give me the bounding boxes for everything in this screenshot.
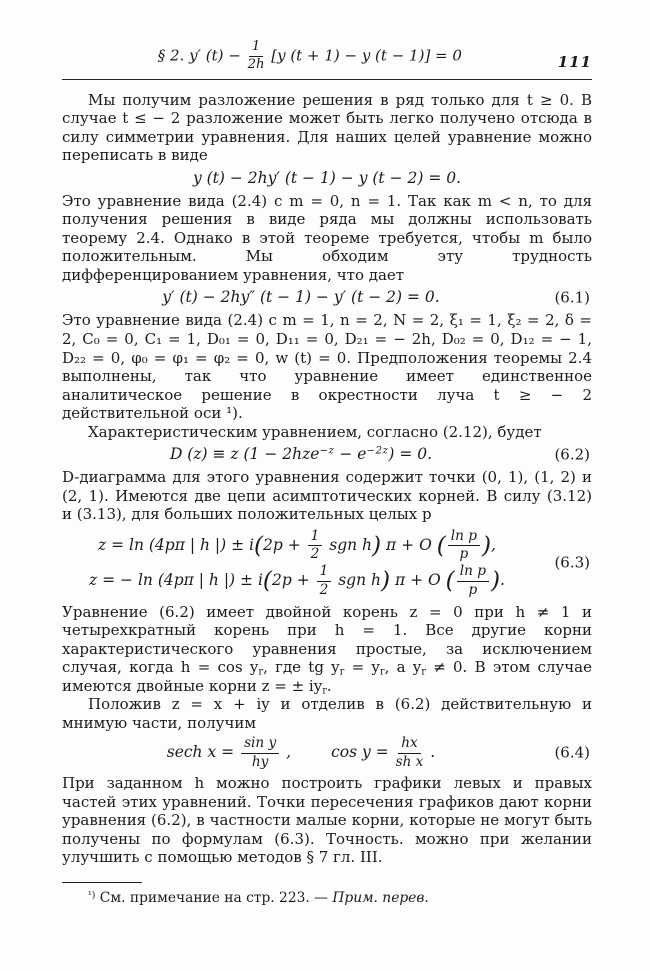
subscript: r	[339, 667, 345, 679]
fraction-denominator: 2h	[247, 56, 265, 72]
fraction-numerator: sin y	[241, 736, 279, 753]
formula-segment: ,	[491, 535, 496, 554]
fraction	[308, 529, 323, 563]
subscript: r	[421, 667, 426, 679]
formula-segment: 2p +	[263, 535, 306, 554]
page-number: 111	[557, 52, 592, 71]
header-fraction	[248, 40, 265, 73]
fraction-denominator: 2	[319, 581, 329, 598]
fraction-denominator: 2	[310, 546, 320, 563]
fraction-denominator: p	[468, 581, 478, 598]
big-paren-open: (	[253, 531, 264, 559]
formula-segment: 2p +	[272, 571, 315, 590]
fraction	[396, 736, 424, 770]
paragraph-3: Это уравнение вида (2.4) с m = 1, n = 2, N = 2, ξ₁ = 1, ξ₂ = 2, δ = 2, C₀ = 0, C₁ = 1, D₀₁ = 0, D₁₁ = 0, D₂₁ = − 2h, D₀₂ = 0, D₁₂ = − 1, D₂₂ = 0, φ₀ = φ₁ = φ₂ = 0, w (t) = 0. Предположения теоремы 2.4 выполнены, так что уравнение имеет единственное аналитическое решение в окрестности луча t ≥ − 2 действительной оси ¹).	[62, 311, 592, 423]
fraction-numerator: hx	[398, 736, 420, 753]
fraction-numerator: 1	[249, 40, 263, 57]
formula-segment: .	[500, 571, 505, 590]
formula-6-3-row-1	[62, 529, 532, 563]
equation-number-6-3: (6.3)	[554, 554, 590, 573]
display-formula-6-4	[62, 736, 592, 770]
footnote-text: См. примечание на стр. 223. —	[95, 889, 333, 906]
exponent: −2z	[366, 445, 389, 457]
footnote	[62, 890, 592, 907]
fraction-numerator: ln p	[448, 529, 480, 546]
running-header	[62, 40, 592, 73]
formula-segment: − e	[334, 445, 367, 464]
formula-segment: ,	[281, 743, 292, 762]
display-formula-rewrite	[62, 169, 592, 188]
big-paren-close: )	[481, 531, 492, 559]
fraction-numerator: 1	[308, 529, 323, 546]
fraction	[457, 564, 489, 598]
equation-number-6-1: (6.1)	[554, 288, 590, 307]
formula-segment: D (z) ≡ z (1 − 2hze	[169, 445, 320, 464]
paragraph-6	[62, 602, 597, 697]
fraction	[448, 529, 480, 563]
formula-segment: .	[425, 743, 436, 762]
paragraph-2: Это уравнение вида (2.4) с m = 0, n = 1. Так как m < n, то для получения решения в виде ряда мы должны использовать теорему 2.4. Однако в этой теореме требуется, чтобы m было положительным. Мы обходим эту трудность дифференцированием уравнения, что дает	[62, 191, 592, 284]
fraction-denominator: p	[459, 546, 469, 563]
paragraph-8: При заданном h можно построить графики левых и правых частей этих уравнений. Точки пересечения графиков дают корни уравнения (6.2), в частности малые корни, которые не могут быть получены по формулам (6.3). Точность. можно при желании улучшить с помощью методов § 7 гл. III.	[62, 773, 592, 867]
equation-number-6-2: (6.2)	[554, 445, 590, 464]
formula-segment: sgn h	[333, 571, 381, 590]
big-paren-close: )	[381, 567, 391, 595]
formula-segment: sech x =	[166, 743, 240, 762]
fraction	[241, 736, 279, 770]
subscript: r	[258, 667, 264, 679]
fraction-numerator: 1	[317, 564, 332, 581]
subscript: r	[379, 667, 385, 679]
big-paren-open: (	[445, 567, 455, 595]
formula-segment: ) = 0.	[388, 445, 433, 464]
text-segment: = y	[344, 658, 380, 677]
paragraph-5: D-диаграмма для этого уравнения содержит точки (0, 1), (1, 2) и (2, 1). Имеются две цепи асимптотических корней. В силу (3.12) и (3.13), для больших положительных целых p	[62, 468, 592, 524]
header-formula-prefix: § 2. y′ (t) −	[157, 46, 246, 65]
display-formula-6-2	[62, 445, 592, 464]
display-formula-6-1	[62, 288, 592, 307]
footnote-postscript: Прим. перев.	[332, 889, 429, 906]
section-header-formula	[62, 40, 558, 73]
exponent: −z	[319, 445, 335, 457]
fraction	[317, 564, 332, 598]
text-segment: Уравнение (6.2) имеет двойной корень z = 0 при h ≠ 1 и четырехкратный корень при h = 1. Все другие корни характеристического уравнения простые, за исключением случая, когда h = cos y	[62, 602, 597, 677]
formula-6-3-row-2	[62, 564, 532, 598]
big-paren-close: )	[490, 567, 501, 595]
formula-segment: z = − ln (4pπ | h |) ± i	[89, 571, 263, 590]
header-formula-suffix: [y (t + 1) − y (t − 1)] = 0	[266, 46, 462, 65]
formula-body: y (t) − 2hy′ (t − 1) − y (t − 2) = 0.	[192, 168, 462, 187]
fraction-denominator: hy	[251, 753, 269, 770]
text-segment: , а y	[384, 658, 422, 677]
big-paren-open: (	[436, 531, 446, 559]
paragraph-1: Мы получим разложение решения в ряд только для t ≥ 0. В случае t ≤ − 2 разложение может быть легко получено отсюда в силу симметрии уравнения. Для наших целей уравнение можно переписать в виде	[62, 90, 592, 165]
paragraph-4: Характеристическим уравнением, согласно (2.12), будет	[88, 422, 542, 441]
formula-segment: sgn h	[324, 535, 373, 554]
display-formula-6-3	[62, 529, 592, 598]
text-segment: , где tg y	[263, 658, 340, 677]
footnote-rule	[62, 882, 142, 883]
equation-number-6-4: (6.4)	[554, 743, 590, 762]
formula-segment: cos y =	[331, 743, 394, 762]
formula-body: y′ (t) − 2hy″ (t − 1) − y′ (t − 2) = 0.	[162, 288, 440, 307]
subscript: r	[322, 685, 327, 697]
formula-segment: π + O	[390, 571, 446, 590]
footnote-marker: ¹)	[88, 889, 96, 901]
page-body	[62, 90, 597, 867]
fraction-numerator: ln p	[457, 564, 489, 581]
text-segment: .	[326, 676, 332, 695]
formula-segment: π + O	[381, 535, 437, 554]
header-rule	[62, 79, 592, 80]
paragraph-7: Положив z = x + iy и отделив в (6.2) действительную и мнимую части, получим	[62, 695, 592, 732]
big-paren-open: (	[262, 567, 272, 595]
footnote-block	[62, 882, 592, 907]
formula-segment: z = ln (4pπ | h |) ± i	[98, 535, 254, 554]
fraction-denominator: sh x	[395, 753, 424, 770]
big-paren-close: )	[372, 531, 382, 559]
text-segment: ≠ 0. В этом случае имеются двойные корни z = ± iy	[62, 658, 597, 695]
